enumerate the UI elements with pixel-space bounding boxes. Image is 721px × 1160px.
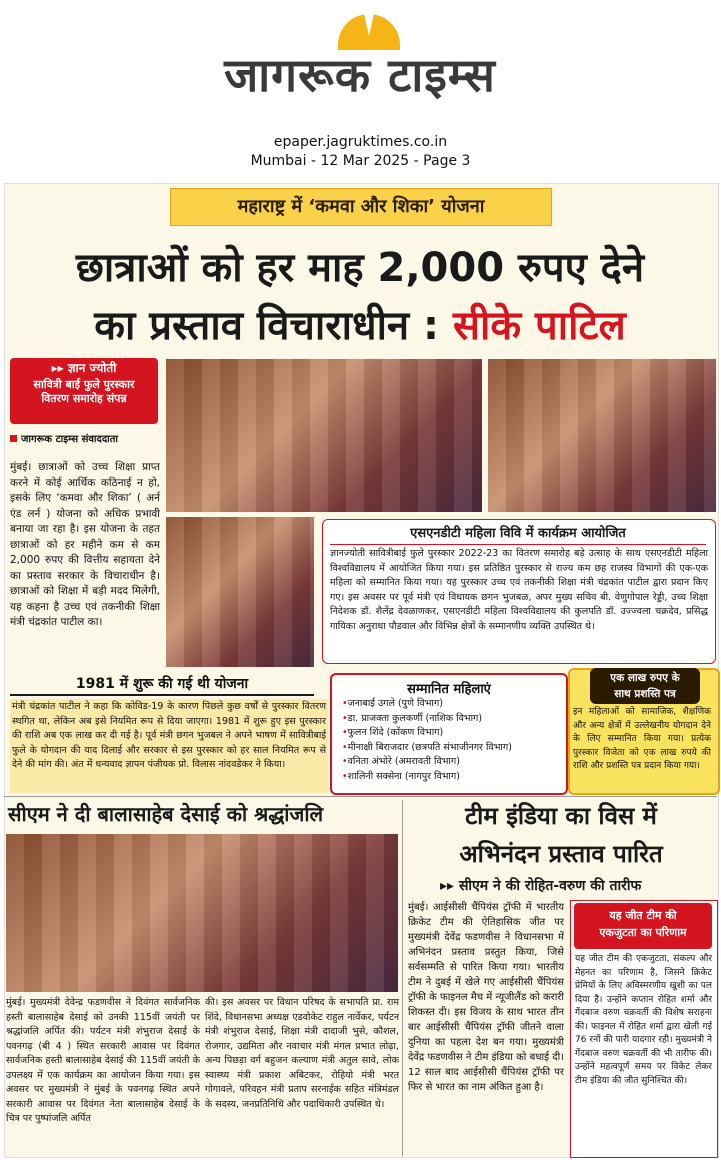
right-headline-line-1: टीम इंडिया का विस में xyxy=(465,802,657,830)
honored-item: • जनाबाई उगले (पुणे विभाग) xyxy=(342,697,566,712)
headline-line-2 xyxy=(10,298,710,354)
honored-item: • शालिनी सक्सेना (नागपुर विभाग) xyxy=(342,770,566,785)
prize-heading-line-2: साथ प्रशस्ति पत्र xyxy=(614,688,676,700)
byline: जागरूक टाइम्स संवाददाता xyxy=(10,431,160,445)
left-story-headline: सीएम ने दी बालासाहेब देसाई को श्रद्धांजलि xyxy=(8,802,324,826)
tag-line-3: वितरण समारोह संपन्न xyxy=(41,392,127,405)
sub-heading: 1981 में शुरू की गई थी योजना xyxy=(75,676,249,692)
headline-line-2b: सीके पाटिल xyxy=(452,303,626,349)
honored-women-box xyxy=(330,673,568,795)
kicker-text: महाराष्ट्र में ‘कमवा और शिका’ योजना xyxy=(237,196,485,217)
tag-line-2: सावित्री बाई फुले पुरस्कार xyxy=(33,378,135,391)
masthead-logo: जागरूक टाइम्स xyxy=(224,48,496,102)
prize-heading-line-1: एक लाख रुपए के xyxy=(610,672,680,684)
right-story-body: मुंबई। आईसीसी चैंपियंस ट्रॉफी में भारतीय क्रिकेट टीम की ऐतिहासिक जीत पर मुख्यमंत्री देवेंद्र फडणवीस ने विधानसभा में अभिनंदन प्रस्ताव प्रस्तुत किया, जिसे सर्वसम्मति से पारित किया गया। भारतीय टीम ने दुबई में खेले गए आईसीसी चैंपियंस ट्रॉफी के फाइनल मैच में न्यूजीलैंड को करारी शिकस्त दी। इस विजय के साथ भारत तीन बार आईसीसी चैंपियंस ट्रॉफी जीतने वाला दुनिया का पहला देश बन गया। मुख्यमंत्री देवेंद्र फडणवीस ने टीम इंडिया को बधाई दी। 12 साल बाद आईसीसी चैंपियंस ट्रॉफी पर फिर से भारत का नाम अंकित हुआ है। xyxy=(408,902,564,1093)
epaper-url[interactable]: epaper.jagruktimes.co.in xyxy=(273,134,448,150)
event-heading: एसएनडीटी महिला विवि में कार्यक्रम आयोजित xyxy=(330,523,706,545)
column-divider xyxy=(402,800,403,1156)
headline-line-1: छात्राओं को हर माह 2,000 रुपए देने xyxy=(75,245,645,291)
right-subhead-text: सीएम ने की रोहित-वरुण की तारीफ xyxy=(458,878,642,894)
honored-item: • डा. प्राजक्ता कुलकर्णी (नाशिक विभाग) xyxy=(342,712,566,727)
event-body: ज्ञानज्योती सावित्रीबाई फुले पुरस्कार 2022-23 का वितरण समारोह बड़े उत्साह के साथ एसएनडीटी महिला विश्वविद्यालय में आयोजित किया गया। इस प्रतिष्ठित पुरस्कार से राज्य कम छह राजस्व विभागों की एक-एक महिला को सम्मानित किया गया। यह पुरस्कार उच्च एवं तकनीकी शिक्षा मंत्री चंद्रकांत पाटील द्वारा प्रदान किए गए। इस अवसर पर पूर्व मंत्री एवं विधायक छगन भुजबळ, अपर मुख्य सचिव बी. वेणुगोपाल रेड्डी, उच्च शिक्षा निदेशक डॉ. शैलेंद्र देवळाणकर, एसएनडीटी महिला विश्वविद्यालय की कुलपति डॉ. उज्ज्वला चक्रदेव, प्रसिद्ध गायिका अनुराधा पौडवाल और विभिन्न क्षेत्रों के सम्मानणीय व्यक्ति उपस्थित थे। xyxy=(330,548,708,632)
victory-heading xyxy=(574,903,712,949)
kicker-banner xyxy=(170,188,552,226)
right-subhead: ▸▸ सीएम ने की रोहित-वरुण की तारीफ xyxy=(440,878,642,894)
award-photo-right xyxy=(488,359,716,512)
sub-body: मंत्री चंद्रकांत पाटील ने कहा कि कोविड-19 के कारण पिछले कुछ वर्षों से पुरस्कार वितरण स्थगित था, लेकिन अब इसे नियमित रूप से दिया जाएगा। 1981 में शुरू हुए इस पुरस्कार की राशि अब एक लाख कर दी गई है। पूर्व मंत्री छगन भुजबल ने अपने भाषण में सावित्रीबाई फुले के योगदान की याद दिलाई और सरकार से इस पुरस्कार को हर साल नियमित रूप से देने की मांग की। अंत में धन्यवाद ज्ञापन पंजीयक प्रो. विलास नांदवडेकर ने किया। xyxy=(10,699,328,793)
victory-body: यह जीत टीम की एकजुटता, संकल्प और मेहनत का परिणाम है, जिसने क्रिकेट प्रेमियों के लिए अविस्मरणीय खुशी का पल दिया है। उन्होंने कप्तान रोहित शर्मा और गेंदबाज वरुण चक्रवर्ती की विशेष सराहना की। फाइनल में रोहित शर्मा द्वारा खेली गई 76 रनों की पारी यादगार रही। मुख्यमंत्री ने गेंदबाज वरुण चक्रवर्ती की भी तारीफ की। उन्होंने महत्वपूर्ण समय पर विकेट लेकर टीम इंडिया की जीत सुनिश्चित की। xyxy=(575,954,712,1086)
section-divider xyxy=(4,796,717,797)
honored-list xyxy=(332,697,566,784)
honored-item: • फुलन शिंदे (कोंकण विभाग) xyxy=(342,726,566,741)
dateline: Mumbai - 12 Mar 2025 - Page 3 xyxy=(250,153,471,169)
prize-body: इन महिलाओं को सामाजिक, शैक्षणिक और अन्य क्षेत्रों में उल्लेखनीय योगदान देने के लिए सम्मानित किया गया। प्रत्येक पुरस्कार विजेता को एक लाख रुपये की राशि और प्रशस्ति पत्र प्रदान किया गया। xyxy=(573,707,711,771)
honored-item: • मीनाक्षी बिराजदार (छत्रपति संभाजीनगर विभाग) xyxy=(342,741,566,756)
victory-heading-line-2: एकजुटता का परिणाम xyxy=(599,926,687,939)
award-photo-main xyxy=(166,359,482,512)
right-headline-line-2: अभिनंदन प्रस्ताव पारित xyxy=(459,840,663,868)
honored-heading: सम्मानित महिलाएं xyxy=(407,682,491,697)
tribute-photo xyxy=(6,834,398,992)
award-tag-box xyxy=(10,358,158,424)
left-story-col-2: की। इस अवसर पर विधान परिषद के सभापति प्रा. राम शिंदे, विधानसभा अध्यक्ष एडवोकेट राहुल नार्वेकर, पर्यटन मंत्री शंभुराज देसाई, शिक्षा मंत्री दादाजी भुसे, कौशल, रोजगार, उद्यमिता और नवाचार मंत्री मंगल प्रभात लोढ़ा, अन्य पिछड़ा वर्ग बहुजन कल्याण मंत्री अतुल सावे, लोक स्वास्थ्य मंत्री प्रकाश अबिटकर, रोहियो मंत्री भरत गोगावले, परिवहन मंत्री प्रताप सरनाईक सहित मंत्रिमंडल के सदस्य, जनप्रतिनिधि और पदाधिकारी उपस्थित थे। xyxy=(205,997,399,1110)
award-photo-small xyxy=(166,517,314,667)
victory-heading-line-1: यह जीत टीम की xyxy=(609,909,677,922)
left-story-col-1: मुंबई। मुख्यमंत्री देवेन्द्र फडणवीस ने दिवंगत सार्वजनिक हस्ती बालासाहेब देसाई को उनकी 115वीं जयंती पर श्रद्धांजलि अर्पित की। पर्यटन मंत्री शंभुराज देसाई के पवनगढ़ (बी 4 ) स्थित सरकारी आवास पर दिवंगत सार्वजनिक हस्ती बालासाहेब देसाई की 115वीं जयंती के उपलक्ष्य में एक कार्यक्रम का आयोजन किया गया। इस अवसर पर मुख्यमंत्री ने मुंबई के पवनगढ़ स्थित अपने सरकारी आवास पर दिवंगत नेता बालासाहेब देसाई के चित्र पर पुष्पांजलि अर्पित xyxy=(6,997,200,1124)
main-body-text: मुंबई। छात्राओं को उच्च शिक्षा प्राप्त करने में कोई आर्थिक कठिनाई न हो, इसके लिए ‘कमवा और शिका’ ( अर्न एंड लर्न ) योजना को अधिक प्रभावी बनाया जा रहा है। इस योजना के तहत छात्राओं को हर महीने कम से कम 2,000 रुपए की वित्तीय सहायता देने का प्रस्ताव सरकार के विचाराधीन है। छात्राओं को शिक्षा में बड़ी मदद मिलेगी, यह कहना है उच्च एवं तकनीकी शिक्षा मंत्री चंद्रकांत पाटील का। xyxy=(10,461,160,628)
tag-line-1: ▸▸ ज्ञान ज्योती xyxy=(51,361,117,375)
honored-item: • वनिता अंभोरे (अमरावती विभाग) xyxy=(342,755,566,770)
headline-line-2a: का प्रस्ताव विचाराधीन : xyxy=(94,303,453,349)
prize-heading xyxy=(590,668,700,704)
